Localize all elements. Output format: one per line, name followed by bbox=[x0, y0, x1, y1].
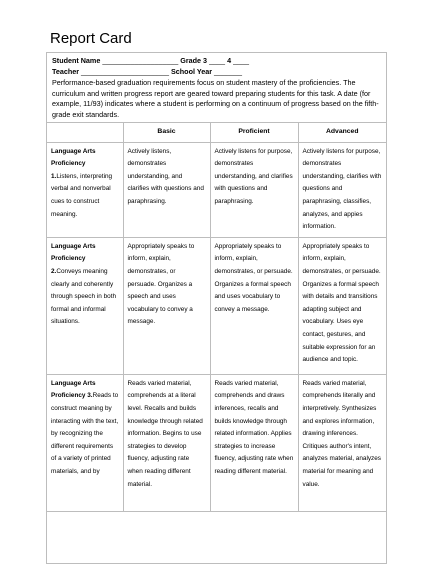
teacher-row bbox=[52, 67, 381, 78]
column-header-basic: Basic bbox=[123, 123, 210, 142]
proficiency-cell bbox=[47, 374, 123, 511]
advanced-cell: Actively listens for purpose, demonstrates understanding, clarifies with questions and paraphrasing, classifies, analyzes, and appies information. bbox=[298, 142, 386, 237]
report-card-document bbox=[46, 52, 387, 564]
proficiency-cell bbox=[47, 142, 123, 237]
proficiency-number: 3. bbox=[87, 392, 93, 400]
proficient-cell: Reads varied material, comprehends and draws inferences, recalls and builds knowledge through related information. Applies strategies to increase fluency, adjusting rate when reading different material. bbox=[210, 374, 298, 511]
student-row bbox=[52, 56, 381, 67]
proficient-cell: Appropriately speaks to inform, explain, demonstrates, or persuade. Organizes a formal speech and uses vocabulary to convey a message. bbox=[210, 237, 298, 374]
teacher-blank[interactable]: ______________________ bbox=[81, 66, 169, 76]
proficiency-category: Language Arts Proficiency bbox=[51, 147, 96, 168]
grade-blank-1[interactable]: ____ bbox=[209, 56, 226, 65]
school-year-blank[interactable]: _______ bbox=[214, 66, 242, 76]
table-header-row bbox=[47, 123, 386, 142]
proficiency-detail: Listens, interpreting verbal and nonverbal cues to construct meaning. bbox=[51, 172, 113, 218]
proficiency-detail: Reads to construct meaning by interacting with the text, by recognizing the different requirements of a variety of printed materials, and by bbox=[51, 392, 119, 475]
table-row bbox=[47, 237, 386, 374]
proficiency-table bbox=[47, 123, 386, 512]
proficiency-detail: Conveys meaning clearly and coherently through speech in both formal and informal situations. bbox=[51, 267, 117, 326]
page-title: Report Card bbox=[50, 30, 132, 47]
table-row bbox=[47, 374, 386, 511]
proficiency-number: 1. bbox=[51, 172, 57, 180]
advanced-cell: Appropriately speaks to inform, explain, demonstrates, or persuade. Organizes a formal speech with details and transitions adapting subject and vocabulary. Uses eye contact, gestures, and suitable expression for an audience and topic. bbox=[298, 237, 386, 374]
basic-cell: Appropriately speaks to inform, explain, demonstrates, or persuade. Organizes a speech and uses vocabulary to convey a message. bbox=[123, 237, 210, 374]
report-header bbox=[47, 53, 386, 123]
grade-blank-2[interactable]: ____ bbox=[233, 56, 250, 65]
column-header-advanced: Advanced bbox=[298, 123, 386, 142]
school-year-label: School Year bbox=[171, 66, 213, 76]
table-row bbox=[47, 142, 386, 237]
advanced-cell: Reads varied material, comprehends literally and interpretively. Synthesizes and explores information, drawing inferences. Critiques author's intent, analyzes material, analyzes material for meaning and value. bbox=[298, 374, 386, 511]
proficiency-category: Language Arts Proficiency bbox=[51, 242, 96, 263]
proficiency-category: Language Arts Proficiency bbox=[51, 379, 96, 400]
basic-cell: Actively listens, demonstrates understanding, and clarifies with questions and paraphrasing. bbox=[123, 142, 210, 237]
student-name-label: Student Name bbox=[52, 56, 101, 65]
basic-cell: Reads varied material, comprehends at a literal level. Recalls and builds knowledge through related information. Begins to use strategies to develop fluency, adjusting rate when reading different material. bbox=[123, 374, 210, 511]
grade-number: 4 bbox=[227, 56, 232, 65]
teacher-label: Teacher bbox=[52, 66, 80, 76]
column-header-empty bbox=[47, 123, 123, 142]
column-header-proficient: Proficient bbox=[210, 123, 298, 142]
proficiency-cell bbox=[47, 237, 123, 374]
grade-label: Grade 3 bbox=[180, 56, 208, 65]
student-name-blank[interactable]: ___________________ bbox=[102, 56, 179, 65]
description-text: Performance-based graduation requirements focus on student mastery of the proficiencies. The curriculum and written progress report are geared toward preparing students for this task. A date (for example, 11/93) indicates where a student is performing on a continuum of progress based on the fifth-grade exit standards. bbox=[52, 78, 379, 119]
proficiency-number: 2. bbox=[51, 267, 57, 275]
proficient-cell: Actively listens for purpose, demonstrates understanding, and clarifies with questions and paraphrasing. bbox=[210, 142, 298, 237]
